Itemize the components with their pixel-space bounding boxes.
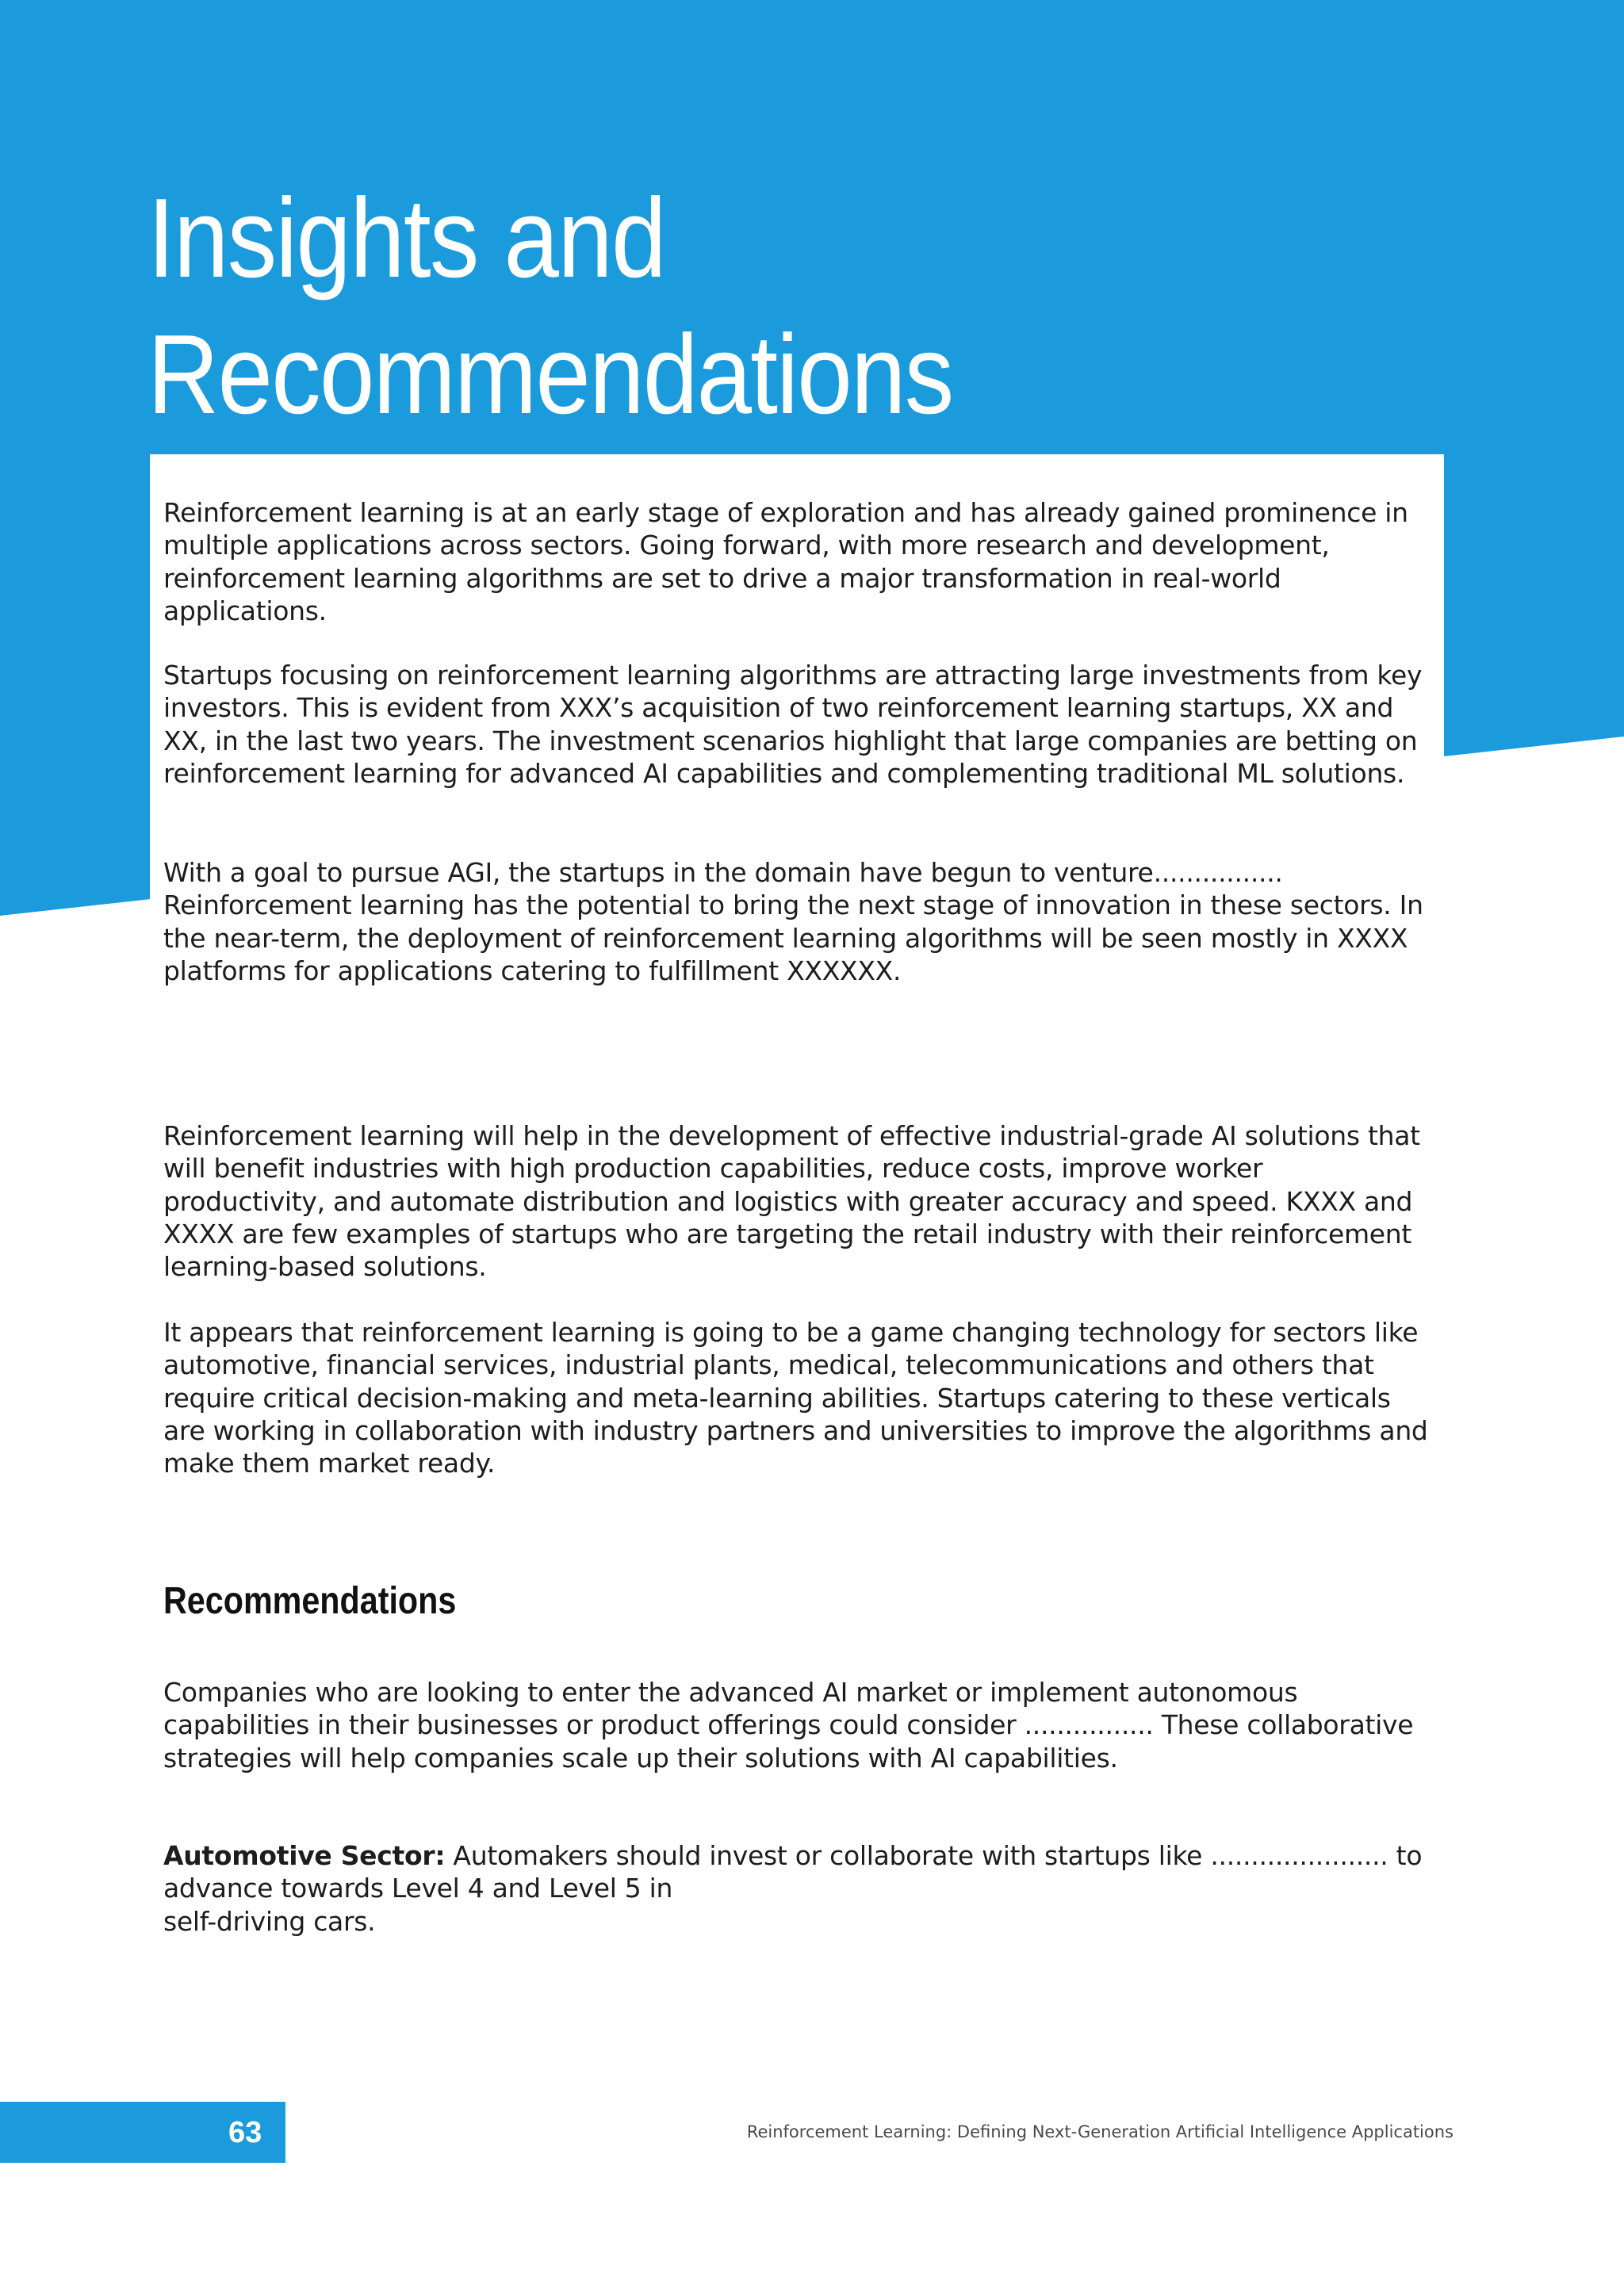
automotive-recommendation-text-end: self-driving cars. [163,1905,376,1937]
paragraph-industrial-solutions: Reinforcement learning will help in the development of effective industrial-grade AI solutions that will benefit industries with high production capabilities, reduce costs, improve worker productivity, and automate distribution and logistics with greater accuracy and speed. KXXX and XXXX are few examples of startups who are targeting the retail industry with their reinforcement learning-based solutions. [163,1120,1420,1283]
page-number: 63 [228,2116,262,2149]
paragraph-game-changing-technology: It appears that reinforcement learning is going to be a game changing technology for sectors like automotive, financial services, industrial plants, medical, telecommunications and others that require critical decision-making and meta-learning abilities. Startups catering to these verticals are working in collaboration with industry partners and universities to improve the algorithms and make them market ready. [163,1317,1428,1479]
page-title [147,170,952,443]
footer-document-title: Reinforcement Learning: Defining Next-Generation Artificial Intelligence Applications [746,2122,1454,2141]
automotive-sector-label: Automotive Sector: [163,1840,446,1871]
automotive-recommendation [163,1839,1448,1938]
paragraph-startup-investments: Startups focusing on reinforcement learning algorithms are attracting large investments from key investors. This is evident from XXX’s acquisition of two reinforcement learning startups, XX and XX, in the last two years. The investment scenarios highlight that large companies are betting on reinforcement learning for advanced AI capabilities and complementing traditional ML solutions. [163,660,1423,789]
recommendations-heading: Recommendations [163,1580,457,1622]
page-title-line-1: Insights and [147,175,665,301]
automotive-recommendation-text: Automakers should invest or collaborate with startups like ...................... to advance towards Level 4 and Level 5 in [163,1840,1423,1904]
page-title-line-2: Recommendations [147,312,953,438]
paragraph-agi-goal: With a goal to pursue AGI, the startups in the domain have begun to venture................ Reinforcement learning has the potential to bring the next stage of innovation in these sectors. In the near-term, the deployment of reinforcement learning algorithms will be seen mostly in XXXX platforms for applications catering to fulfillment XXXXXX. [163,857,1423,986]
paragraph-rl-overview: Reinforcement learning is at an early stage of exploration and has already gained prominence in multiple applications across sectors. Going forward, with more research and development, reinforcement learning algorithms are set to drive a major transformation in real-world applications. [163,497,1408,626]
recommendations-intro: Companies who are looking to enter the advanced AI market or implement autonomous capabilities in their businesses or product offerings could consider ................ These collaborative strategies will help companies scale up their solutions with AI capabilities. [163,1677,1414,1774]
